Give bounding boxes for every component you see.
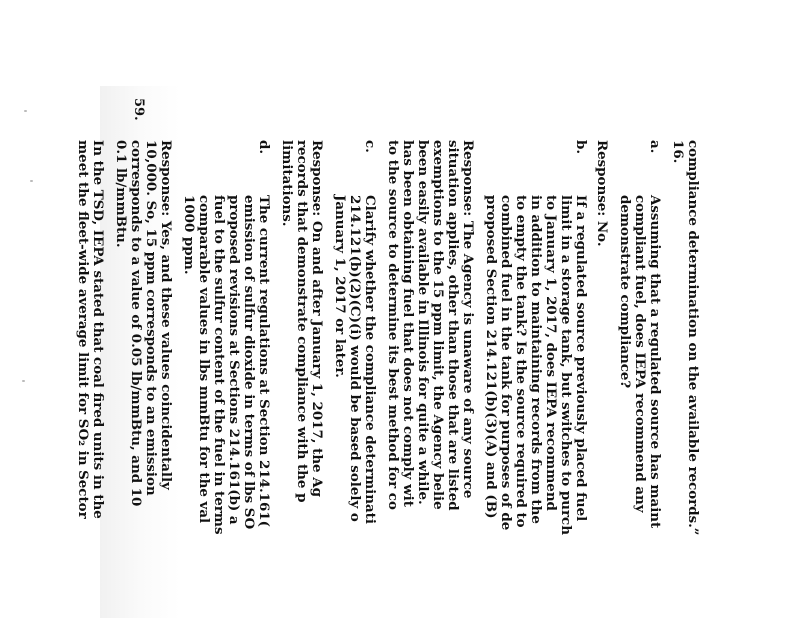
text-line: proposed revisions at Sections 214.161(b) a [226,195,242,525]
text-line: b. [573,140,589,155]
text-line: 1000 ppm. [181,195,197,275]
text-line: d. [256,140,272,155]
text-line: comparable values in lbs mmBtu for the val [196,195,212,524]
text-line: 0.1 lb/mmBtu. [113,140,129,248]
text-line: exemptions to the 15 ppm limit, the Agency belie [430,140,446,510]
text-line: proposed Section 214.121(b)(3)(A) and (B) [483,195,499,519]
text-line: Response: On and after January 1, 2017, the Ag [309,140,325,497]
text-line: c. [362,140,378,153]
text-line: Assuming that a regulated source has maint [647,195,663,529]
text-line: corresponds to a value of 0.05 lb/mmBtu, and 10 [128,140,144,507]
text-line: The current regulations at Section 214.161( [256,195,272,527]
text-line: January 1, 2017 or later. [332,195,348,378]
page-number: 59. [131,98,146,121]
rotated-document-page [75,140,701,620]
text-line: 214.121(b)(2)(C)(i) would be based solely o [347,195,363,522]
text-line: has been obtaining fuel that does not comply wit [400,140,416,507]
text-line: Clarify whether the compliance determinati [362,195,378,524]
text-line: fuel to the sulfur content of the fuel in terms [211,195,227,535]
text-line: 10,000. So, 15 ppm corresponds to an emission [143,140,159,496]
text-line: to January 1, 2017, does IEPA recommend [543,195,559,511]
text-line: emission of sulfur dioxide in terms of lbs SO [241,195,257,530]
text-line: In the TSD, IEPA stated that coal fired units in the [90,140,106,519]
scan-speck [22,380,25,382]
text-line: records that demonstrate compliance with the p [294,140,310,503]
text-line: If a regulated source previously placed fuel [573,195,589,522]
text-line: limitations. [279,140,295,227]
text-line: compliant fuel, does IEPA recommend any [632,195,648,513]
text-line: demonstrate compliance? [617,195,633,389]
text-line: compliance determination on the available records.” [685,140,701,536]
text-line: meet the fleet-wide average limit for SO₂ in Sector [75,140,91,519]
scan-speck [30,180,33,182]
text-line: Response: The Agency is unaware of any source [460,140,476,499]
text-line: limit in a storage tank, but switches to purch [558,195,574,535]
text-line: in addition to maintaining records from the [528,195,544,524]
text-line: situation applies, other than those that are listed [445,140,461,511]
text-line: to the source to determine its best method for co [385,140,401,510]
text-line: been easily available in Illinois for quite a while. [415,140,431,505]
text-line: Response: No. [594,140,610,247]
text-line: combined fuel in the tank for purposes of de [498,195,514,531]
scan-speck [24,110,27,112]
text-line: to empty the tank? Is the source required to [513,195,529,528]
text-line: 16. [670,140,686,164]
text-line: Response: Yes, and these values coincidentally [158,140,174,490]
text-line: a. [647,140,663,154]
